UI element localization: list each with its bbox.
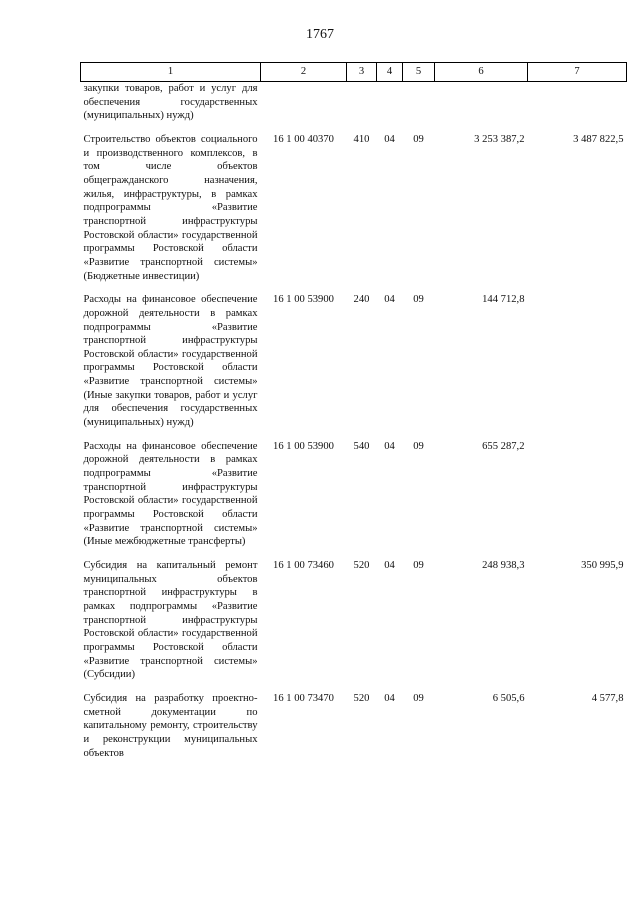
row-expense-type: 520	[353, 560, 370, 571]
row-description: Субсидия на капитальный ремонт муниципальных объектов транспортной инфраструктуры в рамках подпрограммы «Развитие транспортной инфраструктуры Ростовской области» государственной программы Ростовской области «Развитие транспортной системы» (Субсидии)	[83, 560, 258, 681]
header-col-1: 1	[81, 63, 261, 82]
row-amount-2: 3 487 822,5	[573, 133, 624, 145]
row-amount-2	[528, 293, 627, 430]
row-target-code: 16 1 00 53900	[273, 440, 334, 452]
row-expense-type	[347, 82, 377, 123]
row-section: 04	[384, 294, 395, 306]
page-number: 1767	[306, 27, 334, 42]
row-subsection: 09	[413, 294, 424, 306]
header-col-4: 4	[377, 63, 403, 82]
row-section	[377, 82, 403, 123]
row-description: закупки товаров, работ и услуг для обеспечения государственных (муниципальных) нужд)	[83, 83, 258, 122]
row-spacer	[81, 430, 627, 440]
row-target-code	[261, 82, 347, 123]
row-expense-type: 240	[353, 294, 370, 306]
row-amount-2	[528, 440, 627, 549]
row-expense-type: 520	[353, 692, 370, 704]
header-col-2: 2	[261, 63, 347, 82]
row-amount-2: 4 577,8	[591, 692, 624, 704]
row-subsection	[403, 82, 435, 123]
row-description: Субсидия на разработку проектно-сметной документации по капитальному ремонту, строительству и реконструкции муниципальных объектов	[83, 692, 258, 759]
row-subsection: 09	[413, 440, 424, 452]
row-description: Расходы на финансовое обеспечение дорожной деятельности в рамках подпрограммы «Развитие транспортной инфраструктуры Ростовской области» государственной программы Ростовской области «Развитие транспортной системы» (Иные закупки товаров, работ и услуг для обеспечения государственных (муниципальных) нужд)	[83, 294, 258, 429]
header-col-5: 5	[403, 63, 435, 82]
header-col-7: 7	[528, 63, 627, 82]
table-row	[81, 82, 627, 123]
row-amount-1: 655 287,2	[482, 440, 525, 452]
header-col-3: 3	[347, 63, 377, 82]
table-row	[81, 559, 627, 682]
table-row	[81, 692, 627, 760]
row-subsection: 09	[413, 560, 424, 571]
row-target-code: 16 1 00 73470	[273, 692, 334, 704]
row-amount-2: 350 995,9	[581, 560, 624, 571]
row-spacer	[81, 549, 627, 559]
row-expense-type: 540	[353, 440, 370, 452]
row-section: 04	[384, 440, 395, 452]
header-row	[81, 63, 627, 82]
row-target-code: 16 1 00 53900	[273, 294, 334, 306]
row-amount-2	[528, 82, 627, 123]
row-target-code: 16 1 00 40370	[273, 133, 334, 145]
row-spacer	[81, 682, 627, 692]
row-subsection: 09	[413, 133, 424, 145]
row-section: 04	[384, 133, 395, 145]
row-spacer	[81, 283, 627, 293]
row-description: Строительство объектов социального и производственного комплексов, в том числе объектов общегражданского назначения, жилья, инфраструктуры, в рамках подпрограммы «Развитие транспортной инфраструктуры Ростовской области» государственной программы Ростовской области «Развитие транспортной системы» (Бюджетные инвестиции)	[83, 133, 258, 282]
budget-table	[80, 62, 627, 760]
row-expense-type: 410	[353, 133, 370, 145]
table-row	[81, 440, 627, 549]
table-row	[81, 293, 627, 430]
row-section: 04	[384, 692, 395, 704]
row-amount-1: 144 712,8	[482, 294, 525, 306]
row-section: 04	[384, 560, 395, 571]
row-target-code: 16 1 00 73460	[273, 560, 334, 571]
row-subsection: 09	[413, 692, 424, 704]
row-amount-1: 6 505,6	[492, 692, 525, 704]
row-amount-1: 248 938,3	[482, 560, 525, 571]
row-description: Расходы на финансовое обеспечение дорожной деятельности в рамках подпрограммы «Развитие транспортной инфраструктуры Ростовской области» государственной программы Ростовской области «Развитие транспортной системы» (Иные межбюджетные трансферты)	[83, 440, 258, 548]
row-spacer	[81, 123, 627, 133]
table-row	[81, 133, 627, 283]
row-amount-1: 3 253 387,2	[474, 133, 525, 145]
header-col-6: 6	[435, 63, 528, 82]
row-amount-1	[435, 82, 528, 123]
